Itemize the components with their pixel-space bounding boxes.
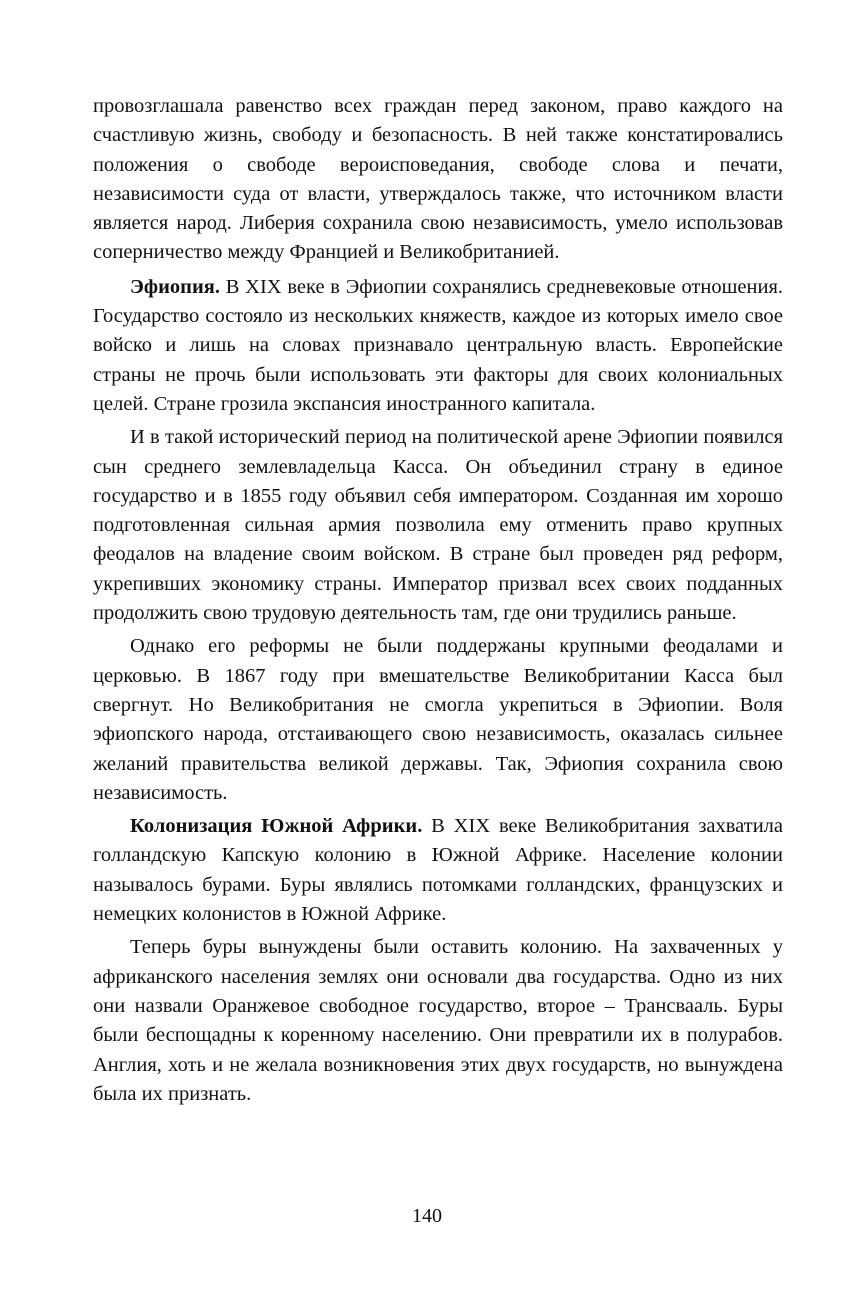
section-heading-south-africa: Колонизация Южной Африки. [130,815,423,838]
paragraph-text: В XIX веке Великобритания захватила голландскую Капскую колонию в Южной Африке. Население колонии называлось бурами. Буры являлись потомками голландских, французских и немецких колонистов в Южной Африке. [93,815,784,926]
paragraph-liberia-continuation [93,92,783,268]
paragraph-south-africa [93,812,783,929]
paragraph-text: И в такой исторический период на политической арене Эфиопии появился сын среднего землевладельца Касса. Он объединил страну в единое государство и в 1855 году объявил себя императором. Созданная им хорошо подготовленная сильная армия позволила ему отменить право крупных феодалов на владение своим войском. В стране был проведен ряд реформ, укрепивших экономику страны. Император призвал всех своих подданных продолжить свою трудовую деятельность там, где они трудились раньше. [93,426,783,625]
paragraph-reforms [93,632,783,808]
page-body [93,92,783,1113]
paragraph-boers [93,933,783,1109]
section-heading-ethiopia: Эфиопия. [130,275,220,298]
paragraph-text: Однако его реформы не были поддержаны крупными феодалами и церковью. В 1867 году при вмешательстве Великобритании Касса был свергнут. Но Великобритания не смогла укрепиться в Эфиопии. Воля эфиопского народа, отстаивающего свою независимость, оказалась сильнее желаний правительства великой державы. Так, Эфиопия сохранила свою независимость. [93,635,783,804]
paragraph-text: Теперь буры вынуждены были оставить колонию. На захваченных у африканского населения землях они основали два государства. Одно из них они назвали Оранжевое свободное государство, второе – Трансвааль. Буры были беспощадны к коренному населению. Они превратили их в полурабов. Англия, хоть и не желала возникновения этих двух государств, но вынуждена была их признать. [93,936,783,1105]
page-number: 140 [412,1205,442,1227]
paragraph-kassa [93,423,783,628]
paragraph-text: провозглашала равенство всех граждан перед законом, право каждого на счастливую жизнь, свободу и безопасность. В ней также констатировались положения о свободе вероисповедания, свободе слова и печати, независимости суда от власти, утверждалось также, что источником власти является народ. Либерия сохранила свою независимость, умело использовав соперничество между Францией и Великобританией. [93,95,783,264]
paragraph-text: В XIX веке в Эфиопии сохранялись средневековые отношения. Государство состояло из нескольких княжеств, каждое из которых имело свое войско и лишь на словах признавало центральную власть. Европейские страны не прочь были использовать эти факторы для своих колониальных целей. Стране грозила экспансия иностранного капитала. [93,275,783,415]
paragraph-ethiopia [93,273,783,419]
